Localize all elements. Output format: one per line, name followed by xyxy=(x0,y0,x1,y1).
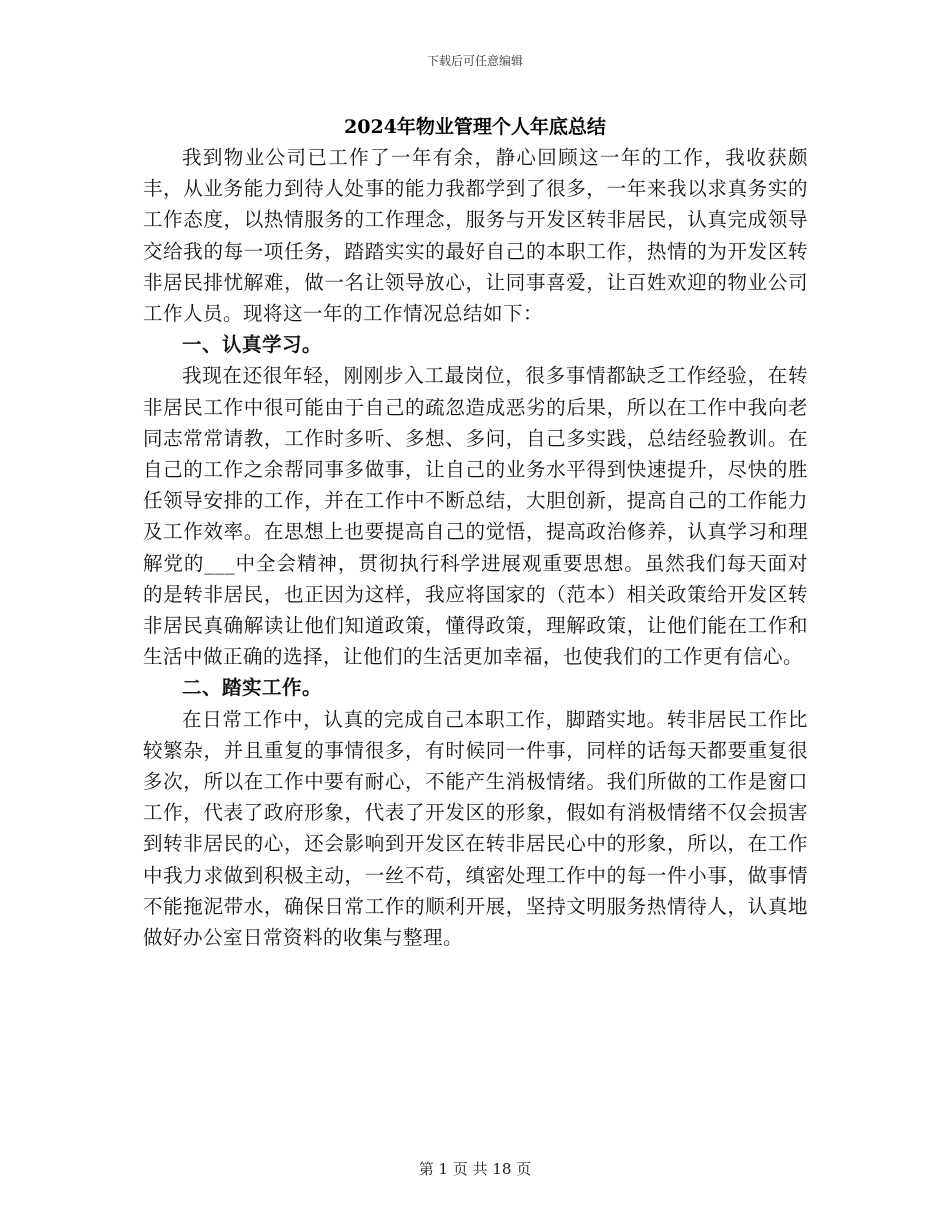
intro-paragraph: 我到物业公司已工作了一年有余，静心回顾这一年的工作，我收获颇丰，从业务能力到待人处事的能力我都学到了很多，一年来我以求真务实的工作态度，以热情服务的工作理念，服务与开发区转非居民，认真完成领导交给我的每一项任务，踏踏实实的最好自己的本职工作，热情的为开发区转非居民排忧解难，做一名让领导放心，让同事喜爱，让百姓欢迎的物业公司工作人员。现将这一年的工作情况总结如下： xyxy=(143,146,808,326)
section-heading-work: 二、踏实工作。 xyxy=(182,676,323,700)
page-header-note: 下载后可任意编辑 xyxy=(426,54,523,68)
section-heading-study: 一、认真学习。 xyxy=(182,333,323,357)
page-number-footer: 第 1 页 共 18 页 xyxy=(418,1160,532,1178)
section-paragraph-study: 我现在还很年轻，刚刚步入工最岗位，很多事情都缺乏工作经验，在转非居民工作中很可能由于自己的疏忽造成恶劣的后果，所以在工作中我向老同志常常请教，工作时多听、多想、多问，自己多实践，总结经验教训。在自己的工作之余帮同事多做事，让自己的业务水平得到快速提升，尽快的胜任领导安排的工作，并在工作中不断总结，大胆创新，提高自己的工作能力及工作效率。在思想上也要提高自己的觉悟，提高政治修养，认真学习和理解党的___中全会精神，贯彻执行科学进展观重要思想。虽然我们每天面对的是转非居民，也正因为这样，我应将国家的（范本）相关政策给开发区转非居民真确解读让他们知道政策，懂得政策，理解政策，让他们能在工作和生活中做正确的选择，让他们的生活更加幸福，也使我们的工作更有信心。 xyxy=(143,364,808,669)
document-body xyxy=(143,142,808,953)
document-title: 2024年物业管理个人年底总结 xyxy=(344,116,606,138)
section-paragraph-work: 在日常工作中，认真的完成自己本职工作，脚踏实地。转非居民工作比较繁杂，并且重复的事情很多，有时候同一件事，同样的话每天都要重复很多次，所以在工作中要有耐心，不能产生消极情绪。我们所做的工作是窗口工作，代表了政府形象，代表了开发区的形象，假如有消极情绪不仅会损害到转非居民的心，还会影响到开发区在转非居民心中的形象，所以，在工作中我力求做到积极主动，一丝不苟，缜密处理工作中的每一件小事，做事情不能拖泥带水，确保日常工作的顺利开展，坚持文明服务热情待人，认真地做好办公室日常资料的收集与整理。 xyxy=(143,707,808,950)
